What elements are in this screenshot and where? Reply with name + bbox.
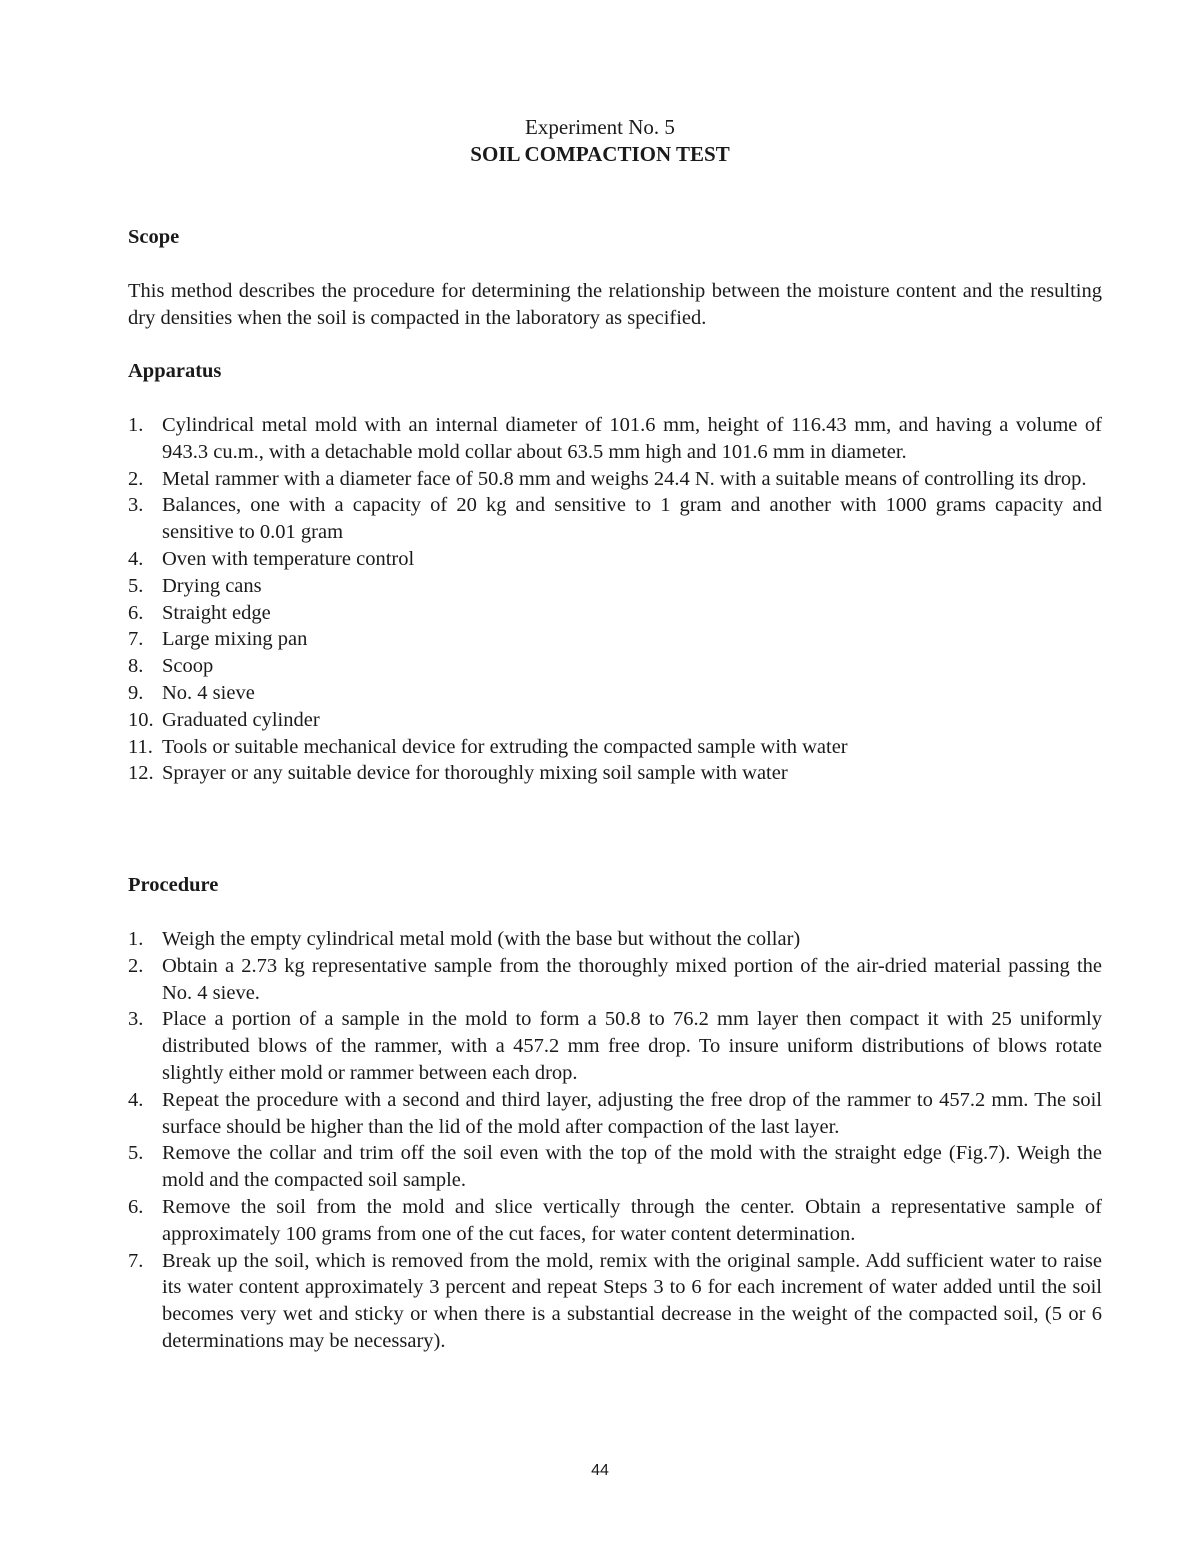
page-number: 44 xyxy=(591,1462,609,1479)
procedure-item xyxy=(128,1087,1102,1141)
apparatus-item xyxy=(128,626,1102,653)
apparatus-item xyxy=(128,492,1102,546)
list-text: Graduated cylinder xyxy=(162,708,320,731)
apparatus-item xyxy=(128,412,1102,466)
list-text: Remove the collar and trim off the soil even with the top of the mold with the straight edge (Fig.7). Weigh the mold and the compacted soil sample. xyxy=(162,1142,1102,1192)
apparatus-list xyxy=(128,412,1102,787)
list-number: 9. xyxy=(128,681,144,704)
list-number: 2. xyxy=(128,467,144,490)
list-text: Repeat the procedure with a second and third layer, adjusting the free drop of the rammer to 457.2 mm. The soil surface should be higher than the lid of the mold after compaction of the last layer. xyxy=(162,1088,1102,1138)
apparatus-item xyxy=(128,573,1102,600)
apparatus-heading: Apparatus xyxy=(128,360,222,382)
list-number: 1. xyxy=(128,928,144,950)
list-number: 10. xyxy=(128,708,154,731)
procedure-item xyxy=(128,1140,1102,1194)
list-number: 3. xyxy=(128,1008,144,1031)
list-number: 7. xyxy=(128,628,144,651)
list-text: Break up the soil, which is removed from the mold, remix with the original sample. Add sufficient water to raise its water content approximately 3 percent and repeat Steps 3 to 6 for each increment of water added until the soil becomes very wet and sticky or when there is a substantial decrease in the weight of the compacted soil, (5 or 6 determinations may be necessary). xyxy=(162,1249,1102,1352)
list-number: 8. xyxy=(128,655,144,678)
procedure-item xyxy=(128,953,1102,1007)
procedure-item xyxy=(128,926,1102,953)
list-text: Scoop xyxy=(162,655,214,678)
list-number: 7. xyxy=(128,1249,144,1272)
list-text: Metal rammer with a diameter face of 50.8 mm and weighs 24.4 N. with a suitable means of controlling its drop. xyxy=(162,467,1087,490)
procedure-item xyxy=(128,1006,1102,1086)
apparatus-item xyxy=(128,466,1102,493)
scope-heading: Scope xyxy=(128,226,180,248)
list-number: 12. xyxy=(128,762,154,785)
apparatus-item xyxy=(128,680,1102,707)
procedure-heading: Procedure xyxy=(128,874,219,896)
document-header xyxy=(0,114,1200,168)
procedure-item xyxy=(128,1248,1102,1355)
list-text: Obtain a 2.73 kg representative sample from the thoroughly mixed portion of the air-dried material passing the No. 4 sieve. xyxy=(162,954,1102,1004)
list-text: Tools or suitable mechanical device for extruding the compacted sample with water xyxy=(162,735,848,758)
list-text: Oven with temperature control xyxy=(162,547,415,570)
list-text: Weigh the empty cylindrical metal mold (with the base but without the collar) xyxy=(162,928,801,950)
procedure-item xyxy=(128,1194,1102,1248)
list-number: 5. xyxy=(128,574,144,597)
list-number: 2. xyxy=(128,954,144,977)
list-number: 5. xyxy=(128,1142,144,1165)
list-text: Large mixing pan xyxy=(162,628,308,651)
experiment-number: Experiment No. 5 xyxy=(525,115,675,139)
list-number: 6. xyxy=(128,601,144,624)
list-text: Cylindrical metal mold with an internal diameter of 101.6 mm, height of 116.43 mm, and having a volume of 943.3 cu.m., with a detachable mold collar about 63.5 mm high and 101.6 mm in diameter. xyxy=(162,414,1102,463)
list-number: 11. xyxy=(128,735,153,758)
apparatus-item xyxy=(128,707,1102,734)
procedure-list xyxy=(128,926,1102,1355)
list-text: Balances, one with a capacity of 20 kg and sensitive to 1 gram and another with 1000 grams capacity and sensitive to 0.01 gram xyxy=(162,494,1102,544)
apparatus-item xyxy=(128,600,1102,627)
list-text: Straight edge xyxy=(162,601,271,624)
list-number: 1. xyxy=(128,414,144,436)
document-title: SOIL COMPACTION TEST xyxy=(470,142,730,166)
list-text: Drying cans xyxy=(162,574,262,597)
list-text: Remove the soil from the mold and slice vertically through the center. Obtain a representative sample of approximately 100 grams from one of the cut faces, for water content determination. xyxy=(162,1195,1102,1245)
apparatus-item xyxy=(128,734,1102,761)
list-number: 4. xyxy=(128,1088,144,1111)
list-text: Place a portion of a sample in the mold to form a 50.8 to 76.2 mm layer then compact it with 25 uniformly distributed blows of the rammer, with a 457.2 mm free drop. To insure uniform distributions of blows rotate slightly either mold or rammer between each drop. xyxy=(162,1008,1102,1084)
list-text: Sprayer or any suitable device for thoroughly mixing soil sample with water xyxy=(162,762,788,785)
apparatus-item xyxy=(128,760,1102,787)
list-number: 6. xyxy=(128,1195,144,1218)
list-number: 3. xyxy=(128,494,144,517)
scope-paragraph: This method describes the procedure for determining the relationship between the moisture content and the resulting dry densities when the soil is compacted in the laboratory as specified. xyxy=(128,280,1102,329)
apparatus-item xyxy=(128,653,1102,680)
apparatus-item xyxy=(128,546,1102,573)
list-number: 4. xyxy=(128,547,144,570)
list-text: No. 4 sieve xyxy=(162,681,255,704)
